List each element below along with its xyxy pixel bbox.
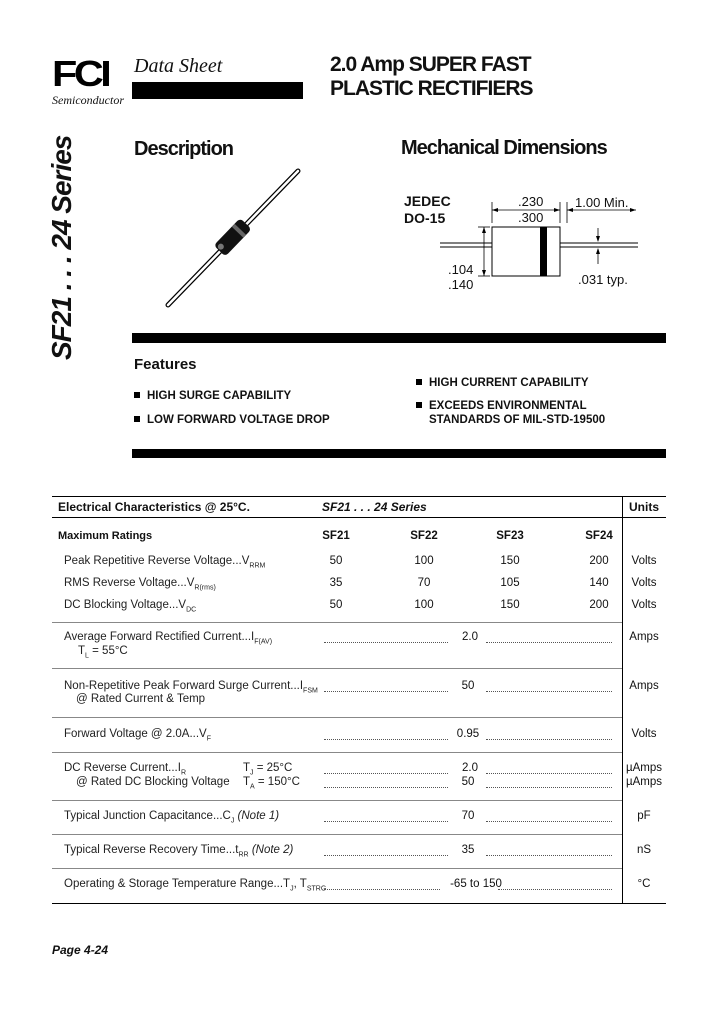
- row-ir-label: DC Reverse $Current...I_R$: [64, 762, 187, 777]
- temp-value: -65 to 150: [450, 878, 502, 890]
- package-text: DO-15: [404, 210, 446, 226]
- description-heading: Description: [134, 138, 234, 160]
- vrms-sf24: 140: [589, 577, 609, 589]
- trr-unit: nS: [636, 844, 652, 856]
- ifsm-unit: Amps: [629, 680, 659, 692]
- row-vrrm-label: Peak Repetitive Reverse $Voltage...V_{RRM}$: [64, 555, 266, 570]
- leader-dots: [486, 642, 612, 643]
- ir-value-25c: 2.0: [462, 762, 478, 774]
- row-cj-label: Typical Junction $Capacitance...C_J$ (Note 1): [64, 810, 280, 825]
- feature-item: [416, 376, 589, 390]
- row-separator: [52, 622, 622, 623]
- logo-subtitle: Semiconductor: [52, 93, 124, 107]
- mechanical-heading: Mechanical Dimensions: [401, 137, 607, 159]
- part-sf21: SF21: [322, 530, 350, 542]
- diode-illustration: [160, 165, 305, 310]
- page-number: Page 4-24: [52, 943, 109, 957]
- feature-text: HIGH SURGE CAPABILITY: [147, 390, 292, 402]
- vrrm-sf22: 100: [414, 555, 434, 567]
- dim-lead-length: 1.00 Min.: [575, 195, 629, 210]
- bullet-icon: [134, 392, 140, 398]
- row-separator: [52, 752, 622, 753]
- feature-item: [416, 399, 605, 427]
- table-header-line: [52, 517, 666, 518]
- vdc-sf22: 100: [414, 599, 434, 611]
- leader-dots: [498, 889, 612, 890]
- dim-body-min: .230: [518, 194, 544, 209]
- leader-dots: [486, 821, 612, 822]
- units-header: Units: [629, 500, 659, 514]
- vrrm-unit: Volts: [631, 555, 657, 567]
- vrms-sf21: 35: [329, 577, 343, 589]
- ifsm-value: 50: [461, 680, 475, 692]
- row-vdc-label: DC Blocking $Voltage...V_{DC}$: [64, 599, 197, 614]
- leader-dots: [324, 855, 448, 856]
- ir-unit-1: µAmps: [625, 762, 663, 774]
- vdc-sf24: 200: [589, 599, 609, 611]
- jedec-text: JEDEC: [404, 193, 451, 209]
- vf-value: 0.95: [456, 728, 480, 740]
- cj-unit: pF: [637, 810, 651, 822]
- leader-dots: [486, 739, 612, 740]
- row-separator: [52, 834, 622, 835]
- logo-mark: FCI: [52, 53, 109, 94]
- section-rule-top: [132, 333, 666, 343]
- bullet-icon: [416, 402, 422, 408]
- header-bar: [132, 82, 303, 99]
- temp-unit: °C: [637, 878, 651, 890]
- table-title: Electrical Characteristics @ 25°C.: [58, 500, 250, 514]
- vrms-sf23: 105: [500, 577, 520, 589]
- leader-dots: [324, 691, 448, 692]
- ir-temp-1: $T_J = 25^\circ C$: [243, 762, 293, 777]
- row-separator: [52, 800, 622, 801]
- vdc-sf23: 150: [500, 599, 520, 611]
- row-ifsm-condition: @ Rated Current & Temp: [76, 693, 206, 705]
- row-separator: [52, 717, 622, 718]
- row-ir-condition: @ Rated DC Blocking Voltage: [76, 776, 230, 788]
- part-sf24: SF24: [585, 530, 613, 542]
- iav-unit: Amps: [629, 631, 659, 643]
- feature-item: [134, 389, 291, 403]
- part-sf23: SF23: [496, 530, 524, 542]
- feature-text: EXCEEDS ENVIRONMENTAL: [429, 400, 587, 412]
- dim-lead-dia: .031 typ.: [578, 272, 628, 287]
- title-line-1: 2.0 Amp SUPER FAST: [330, 53, 531, 76]
- max-ratings-label: Maximum Ratings: [58, 530, 153, 542]
- section-rule-bottom: [132, 449, 666, 458]
- vdc-unit: Volts: [631, 599, 657, 611]
- leader-dots: [486, 787, 612, 788]
- leader-dots: [486, 855, 612, 856]
- vrrm-sf24: 200: [589, 555, 609, 567]
- leader-dots: [324, 821, 448, 822]
- leader-dots: [324, 642, 448, 643]
- row-iav-label: Average Forward Rectified $Current...I_{F(AV)}$: [64, 631, 273, 646]
- ir-value-150c: 50: [461, 776, 475, 788]
- trr-value: 35: [461, 844, 475, 856]
- feature-text: HIGH CURRENT CAPABILITY: [429, 377, 589, 389]
- vrms-sf22: 70: [417, 577, 431, 589]
- leader-dots: [324, 889, 440, 890]
- feature-text: LOW FORWARD VOLTAGE DROP: [147, 414, 330, 426]
- row-iav-condition: $T_L = 55^\circ C$: [78, 645, 128, 660]
- vrms-unit: Volts: [631, 577, 657, 589]
- leader-dots: [324, 787, 448, 788]
- dim-dia-min: .104: [448, 262, 474, 277]
- vf-unit: Volts: [631, 728, 657, 740]
- part-sf22: SF22: [410, 530, 438, 542]
- page-title: [330, 53, 533, 101]
- bullet-icon: [134, 416, 140, 422]
- row-ifsm-label: Non-Repetitive Peak Forward Surge $Current...I_{FSM}$: [64, 680, 318, 695]
- vrrm-sf21: 50: [329, 555, 343, 567]
- series-side-title: SF21 . . . 24 Series: [46, 135, 77, 360]
- fci-logo: [52, 53, 124, 107]
- row-temp-label: Operating & Storage Temperature $Range...T_J$, $T_{STRG}$: [64, 878, 327, 893]
- ir-unit-2: µAmps: [625, 776, 663, 788]
- table-series: SF21 . . . 24 Series: [322, 500, 427, 514]
- vrrm-sf23: 150: [500, 555, 520, 567]
- ir-temp-2: $T_A = 150^\circ C$: [243, 776, 300, 791]
- dim-body-max: .300: [518, 210, 544, 225]
- row-vf-label: Forward Voltage @ $2.0A...V_F$: [64, 728, 211, 743]
- bullet-icon: [416, 379, 422, 385]
- row-vrms-label: RMS Reverse $Voltage...V_{R(rms)}$: [64, 577, 216, 592]
- doc-label: Data Sheet: [134, 55, 223, 77]
- features-heading: Features: [134, 356, 197, 373]
- vdc-sf21: 50: [329, 599, 343, 611]
- title-line-2: PLASTIC RECTIFIERS: [330, 77, 533, 100]
- row-separator: [52, 868, 622, 869]
- leader-dots: [486, 691, 612, 692]
- feature-text-cont: STANDARDS OF MIL-STD-19500: [429, 414, 606, 426]
- row-trr-label: Typical Reverse Recovery $Time...t_{RR}$ (Note 2): [64, 844, 294, 859]
- cj-value: 70: [461, 810, 475, 822]
- iav-value: 2.0: [462, 631, 478, 643]
- dim-dia-max: .140: [448, 277, 474, 292]
- row-separator: [52, 668, 622, 669]
- leader-dots: [486, 773, 612, 774]
- feature-item: [134, 413, 330, 427]
- leader-dots: [324, 773, 448, 774]
- leader-dots: [324, 739, 448, 740]
